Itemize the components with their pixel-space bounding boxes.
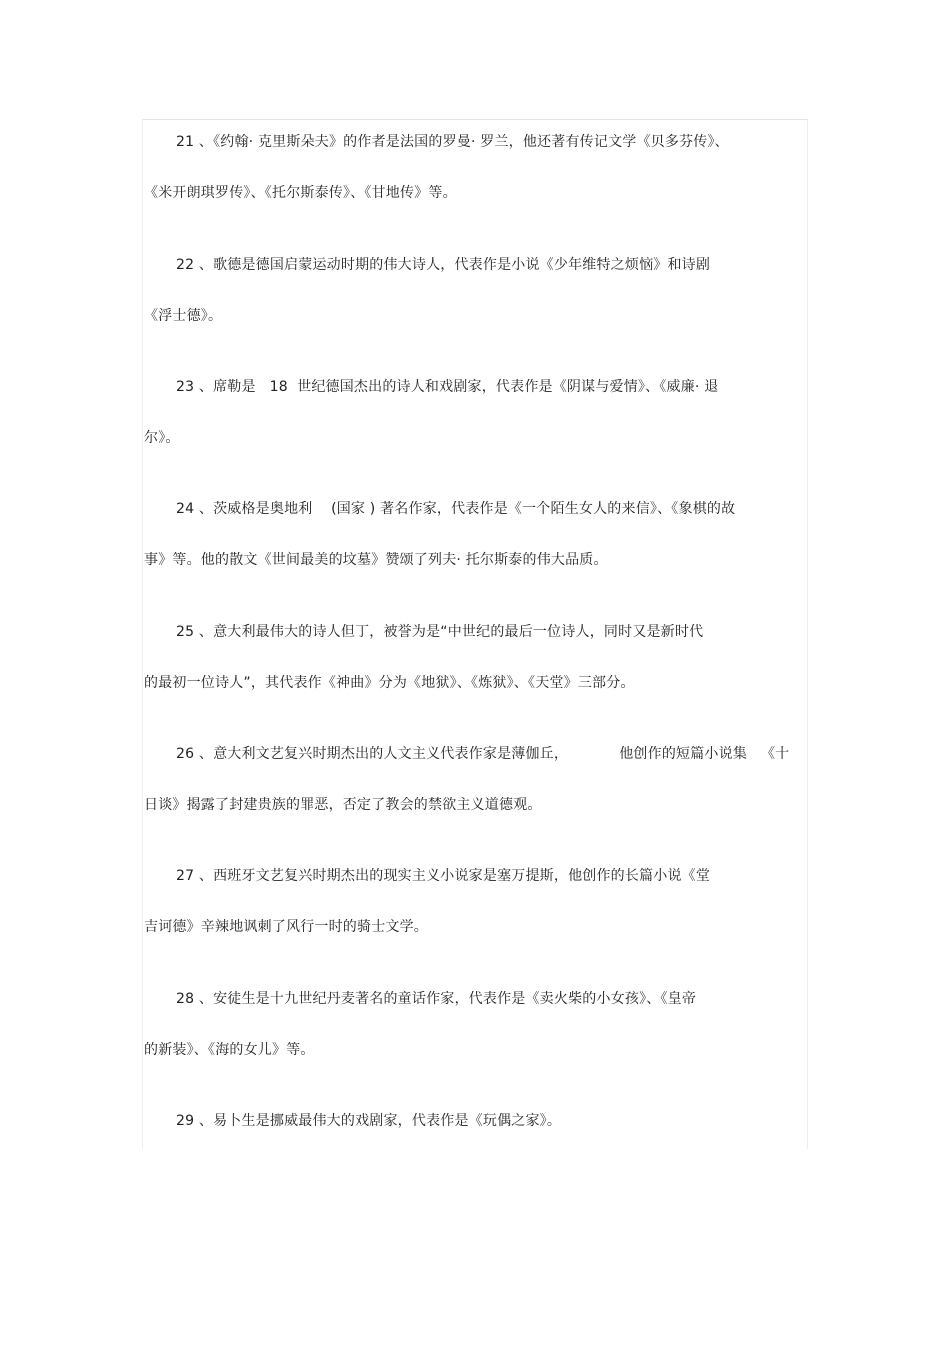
item-22-line-2: 《浮士德》。: [144, 308, 223, 324]
item-22-line-1: 22 、歌德是德国启蒙运动时期的伟大诗人，代表作是小说《少年维特之烦恼》和诗剧: [176, 257, 711, 273]
item-25-line-2: 的最初一位诗人”，其代表作《神曲》分为《地狱》、《炼狱》、《天堂》三部分。: [144, 675, 635, 691]
item-26-line-2: 日谈》揭露了封建贵族的罪恶，否定了教会的禁欲主义道德观。: [144, 797, 542, 813]
item-21-line-1: 21 、《约翰· 克里斯朵夫》的作者是法国的罗曼· 罗兰，他还著有传记文学《贝多芬传》、: [176, 134, 729, 150]
item-26-line-1: 26 、意大利文艺复兴时期杰出的人文主义代表作家是薄伽丘， 他创作的短篇小说集 《十: [176, 746, 790, 762]
item-21-line-2: 《米开朗琪罗传》、《托尔斯泰传》、《甘地传》等。: [144, 185, 457, 201]
item-27-line-2: 吉诃德》辛辣地讽刺了风行一时的骑士文学。: [144, 919, 428, 935]
item-23-line-1: 23 、席勒是 18 世纪德国杰出的诗人和戏剧家，代表作是《阴谋与爱情》、《威廉· 退: [176, 379, 719, 395]
item-25-line-1: 25 、意大利最伟大的诗人但丁，被誉为是“中世纪的最后一位诗人，同时又是新时代: [176, 624, 704, 640]
item-28-line-1: 28 、安徒生是十九世纪丹麦著名的童话作家，代表作是《卖火柴的小女孩》、《皇帝: [176, 991, 697, 1007]
item-27-line-1: 27 、西班牙文艺复兴时期杰出的现实主义小说家是塞万提斯，他创作的长篇小说《堂: [176, 868, 711, 884]
item-29-line-1: 29 、易卜生是挪威最伟大的戏剧家，代表作是《玩偶之家》。: [176, 1113, 562, 1129]
item-28-line-2: 的新装》、《海的女儿》等。: [144, 1042, 315, 1058]
item-24-line-2: 事》等。他的散文《世间最美的坟墓》赞颂了列夫· 托尔斯泰的伟大品质。: [144, 552, 608, 568]
item-23-line-2: 尔》。: [144, 430, 180, 446]
item-24-line-1: 24 、茨威格是奥地利 (国家 ) 著名作家，代表作是《一个陌生女人的来信》、《象棋的故: [176, 501, 736, 517]
